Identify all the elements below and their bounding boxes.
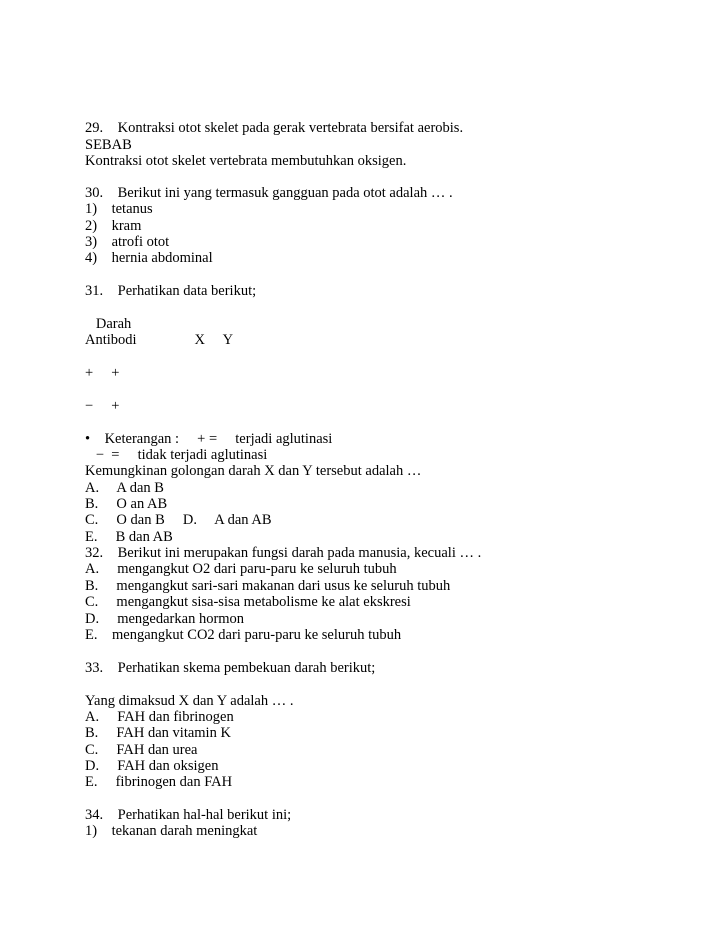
q32-option: C. mengangkut sisa-sisa metabolisme ke alat ekskresi xyxy=(85,594,411,610)
q30-question: 30. Berikut ini yang termasuk gangguan pada otot adalah … . xyxy=(85,185,453,201)
q30-option: 1) tetanus xyxy=(85,201,153,217)
q31-prompt: Kemungkinan golongan darah X dan Y tersebut adalah … xyxy=(85,463,422,479)
q31-row-1: + + xyxy=(85,365,120,381)
q33-option: B. FAH dan vitamin K xyxy=(85,725,231,741)
q29-question: 29. Kontraksi otot skelet pada gerak vertebrata bersifat aerobis. xyxy=(85,120,464,136)
q31-row-2: − + xyxy=(85,398,120,414)
q30-option: 4) hernia abdominal xyxy=(85,250,213,266)
q32-option: E. mengangkut CO2 dari paru-paru ke seluruh tubuh xyxy=(85,627,402,643)
q33-question: 33. Perhatikan skema pembekuan darah berikut; xyxy=(85,660,376,676)
q31-question: 31. Perhatikan data berikut; xyxy=(85,283,257,299)
q32-option: B. mengangkut sari-sari makanan dari usus ke seluruh tubuh xyxy=(85,578,451,594)
q31-option: E. B dan AB xyxy=(85,529,173,545)
q33-option: D. FAH dan oksigen xyxy=(85,758,219,774)
q32-option: D. mengedarkan hormon xyxy=(85,611,245,627)
q33-option: C. FAH dan urea xyxy=(85,742,198,758)
q33-prompt: Yang dimaksud X dan Y adalah … . xyxy=(85,693,294,709)
q34-question: 34. Perhatikan hal-hal berikut ini; xyxy=(85,807,292,823)
q30-option: 2) kram xyxy=(85,218,142,234)
q33-option: A. FAH dan fibrinogen xyxy=(85,709,234,725)
q29-sebab: SEBAB xyxy=(85,137,132,153)
q34-option: 1) tekanan darah meningkat xyxy=(85,823,258,839)
q31-option: B. O an AB xyxy=(85,496,168,512)
q29-reason: Kontraksi otot skelet vertebrata membutuhkan oksigen. xyxy=(85,153,407,169)
q31-table-head-2: Antibodi X Y xyxy=(85,332,234,348)
q31-legend-2: − = tidak terjadi aglutinasi xyxy=(85,447,268,463)
q31-table-head-1: Darah xyxy=(85,316,132,332)
q31-option: A. A dan B xyxy=(85,480,164,496)
q32-option: A. mengangkut O2 dari paru-paru ke seluruh tubuh xyxy=(85,561,397,577)
q31-legend-1: • Keterangan : + = terjadi aglutinasi xyxy=(85,431,333,447)
q30-option: 3) atrofi otot xyxy=(85,234,170,250)
q32-question: 32. Berikut ini merupakan fungsi darah pada manusia, kecuali … . xyxy=(85,545,482,561)
q33-option: E. fibrinogen dan FAH xyxy=(85,774,233,790)
q31-option: C. O dan B D. A dan AB xyxy=(85,512,272,528)
